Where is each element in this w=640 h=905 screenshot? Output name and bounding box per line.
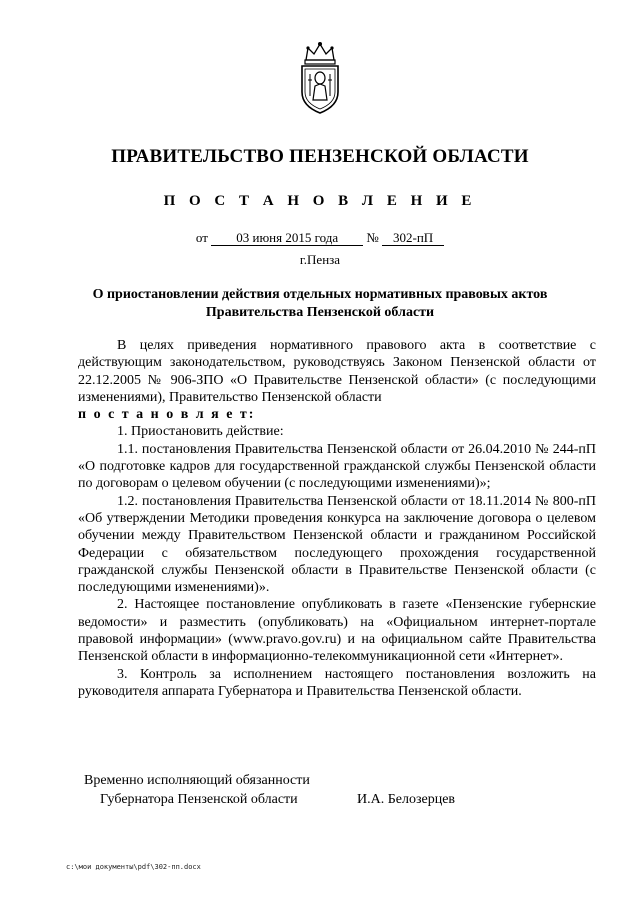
document-type: П О С Т А Н О В Л Е Н И Е (163, 193, 477, 209)
subject-heading (40, 286, 600, 322)
document-body (78, 337, 596, 700)
signatory-position-line-2: Губернатора Пензенской области (100, 792, 298, 807)
signatory-name: И.А. Белозерцев (357, 792, 456, 807)
decree-number: 302-пП (382, 230, 444, 246)
intro-paragraph: В целях приведения нормативного правового акта в соответствие с действующим законодательством, руководствуясь Законом Пензенской области от 22.12.2005 № 906-ЗПО «О Правительстве Пензенской области» (с последующими изменениями), Правительство Пензенской области (78, 338, 596, 405)
date-prefix: от (195, 230, 208, 245)
government-title: ПРАВИТЕЛЬСТВО ПЕНЗЕНСКОЙ ОБЛАСТИ (111, 146, 529, 167)
item-3: 3. Контроль за исполнением настоящего постановления возложить на руководителя аппарата Губернатора и Правительства Пензенской области. (78, 666, 596, 699)
item-2: 2. Настоящее постановление опубликовать в газете «Пензенские губернские ведомости» и разместить (опубликовать) на «Официальном интернет-портале правовой информации» (www.pravo.gov.ru) и на официальном сайте Правительства Пензенской области в информационно-телекоммуникационной сети «Интернет». (78, 597, 596, 665)
resolves-paragraph (78, 406, 596, 423)
decree-date: 03 июня 2015 года (211, 230, 363, 246)
subject-line-1: О приостановлении действия отдельных нормативных правовых актов (92, 287, 548, 302)
number-prefix: № (366, 230, 379, 245)
item-1-2: 1.2. постановления Правительства Пензенской области от 18.11.2014 № 800-пП «Об утверждении Методики проведения конкурса на заключение договора о целевом обучении между Правительством Пензенской области и гражданином Российской Федерации с обязательством последующего прохождения государственной гражданской службы Пензенской области в Правительстве Пензенской области (с последующими изменениями)». (78, 493, 596, 596)
file-path: c:\мои документы\pdf\302-пп.docx (66, 863, 201, 871)
signatory-position-line-1: Временно исполняющий обязанности (84, 773, 310, 788)
item-1-1: 1.1. постановления Правительства Пензенской области от 26.04.2010 № 244-пП «О подготовке кадров для государственной гражданской службы Пензенской области по договорам о целевом обучении (с последующими изменениями)»; (78, 441, 596, 492)
city: г.Пенза (299, 252, 341, 267)
date-number-line (0, 230, 640, 246)
subject-line-2: Правительства Пензенской области (205, 305, 435, 320)
resolves-word: п о с т а н о в л я е т: (78, 407, 256, 423)
item-1: 1. Приостановить действие: (117, 424, 284, 440)
coat-of-arms-icon (294, 40, 346, 116)
